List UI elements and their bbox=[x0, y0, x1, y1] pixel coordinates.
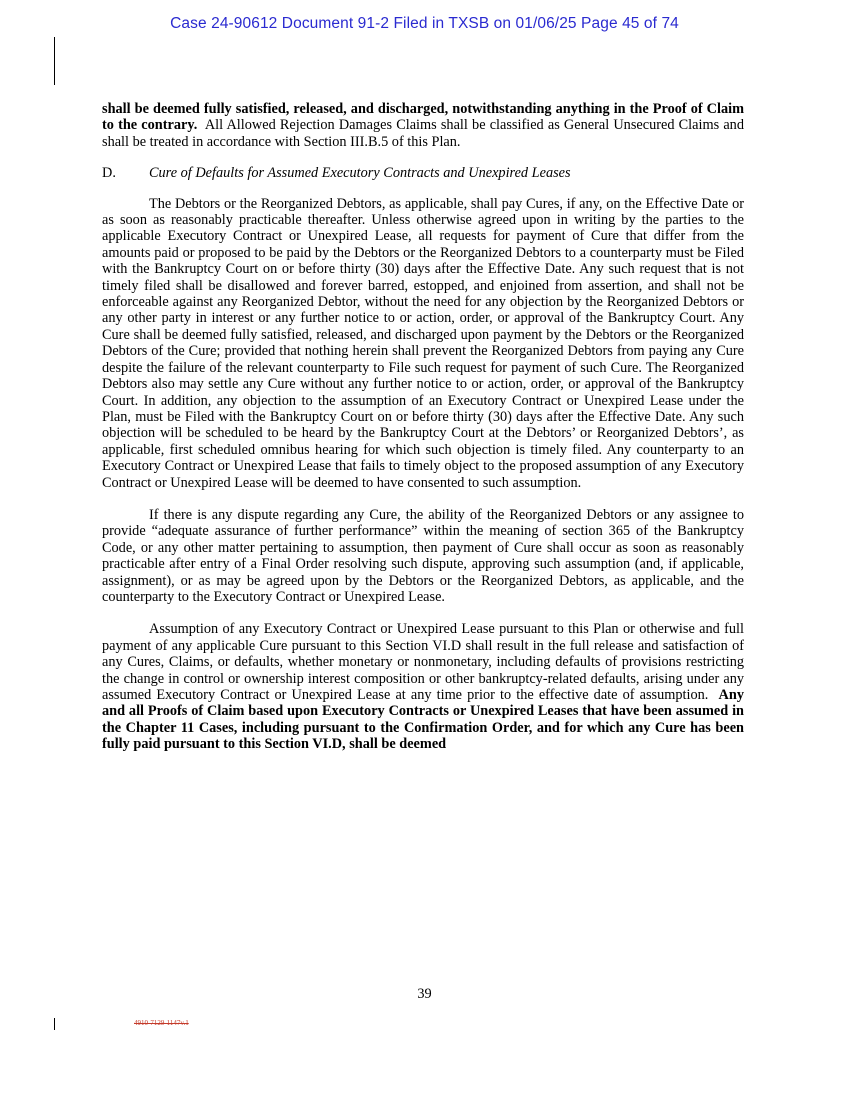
revision-change-bar bbox=[54, 37, 55, 85]
bold-lead-text: shall be deemed fully satisfied, released, and discharged, notwithstanding anything in the Proof of Claim to the contrary. bbox=[102, 101, 744, 134]
paragraph-assumption bbox=[102, 621, 744, 752]
section-title: Cure of Defaults for Assumed Executory Contracts and Unexpired Leases bbox=[149, 165, 571, 182]
page-number: 39 bbox=[417, 986, 432, 1002]
paragraph-text: All Allowed Rejection Damages Claims shall be classified as General Unsecured Claims and shall be treated in accordance with Section III.B.5 of this Plan. bbox=[102, 117, 744, 150]
document-id: 4910-7129-1147v.1 bbox=[134, 1019, 189, 1027]
revision-change-bar-footer bbox=[54, 1018, 55, 1030]
section-letter: D. bbox=[102, 165, 116, 182]
paragraph-text: Assumption of any Executory Contract or Unexpired Lease pursuant to this Plan or otherwise and full payment of any applicable Cure pursuant to this Section VI.D shall result in the full release and satisfaction of any Cures, Claims, or defaults, whether monetary or nonmonetary, including defaults of provisions restricting the change in control or ownership interest composition or other bankruptcy-related defaults, arising under any assumed Executory Contract or Unexpired Lease at any time prior to the effective date of assumption. bbox=[102, 621, 744, 703]
paragraph-cure-dispute: If there is any dispute regarding any Cure, the ability of the Reorganized Debtors or any assignee to provide “adequate assurance of further performance” within the meaning of section 365 of the Bankruptcy Code, or any other matter pertaining to assumption, then payment of Cure shall occur as soon as reasonably practicable after entry of a Final Order resolving such dispute, approving such assumption (and, if applicable, assignment), or as may be agreed upon by the Debtors or the Reorganized Debtors, as applicable, and the counterparty to the Executory Contract or Unexpired Lease. bbox=[102, 506, 744, 605]
document-body bbox=[102, 101, 744, 769]
paragraph-continuation bbox=[102, 101, 744, 150]
bold-trailing-text: Any and all Proofs of Claim based upon Executory Contracts or Unexpired Leases that have been assumed in the Chapter 11 Cases, including pursuant to the Confirmation Order, and for which any Cure has been fully paid pursuant to this Section VI.D, shall be deemed bbox=[102, 687, 744, 753]
case-header: Case 24-90612 Document 91-2 Filed in TXSB on 01/06/25 Page 45 of 74 bbox=[170, 15, 679, 32]
section-heading bbox=[102, 165, 744, 181]
paragraph-cure-payment: The Debtors or the Reorganized Debtors, as applicable, shall pay Cures, if any, on the Effective Date or as soon as reasonably practicable thereafter. Unless otherwise agreed upon in writing by the parties to the applicable Executory Contract or Unexpired Lease, all requests for payment of Cure that differ from the amounts paid or proposed to be paid by the Debtors or the Reorganized Debtors to a counterparty must be Filed with the Bankruptcy Court on or before thirty (30) days after the Effective Date. Any such request that is not timely filed shall be disallowed and forever barred, estopped, and enjoined from assertion, and shall not be enforceable against any Reorganized Debtor, without the need for any objection by the Reorganized Debtors or any other party in interest or any further notice to or action, order, or approval of the Bankruptcy Court. Any Cure shall be deemed fully satisfied, released, and discharged upon payment by the Debtors or the Reorganized Debtors of the Cure; provided that nothing herein shall prevent the Reorganized Debtors from paying any Cure despite the failure of the relevant counterparty to File such request for payment of such Cure. The Reorganized Debtors also may settle any Cure without any further notice to or action, order, or approval of the Bankruptcy Court. In addition, any objection to the assumption of an Executory Contract or Unexpired Lease under the Plan, must be Filed with the Bankruptcy Court on or before thirty (30) days after the Effective Date. Any such objection will be scheduled to be heard by the Bankruptcy Court at the Debtors’ or Reorganized Debtors’, as applicable, first scheduled omnibus hearing for which such objection is timely filed. Any counterparty to an Executory Contract or Unexpired Lease that fails to timely object to the proposed assumption of any Executory Contract or Unexpired Lease will be deemed to have consented to such assumption. bbox=[102, 195, 744, 491]
